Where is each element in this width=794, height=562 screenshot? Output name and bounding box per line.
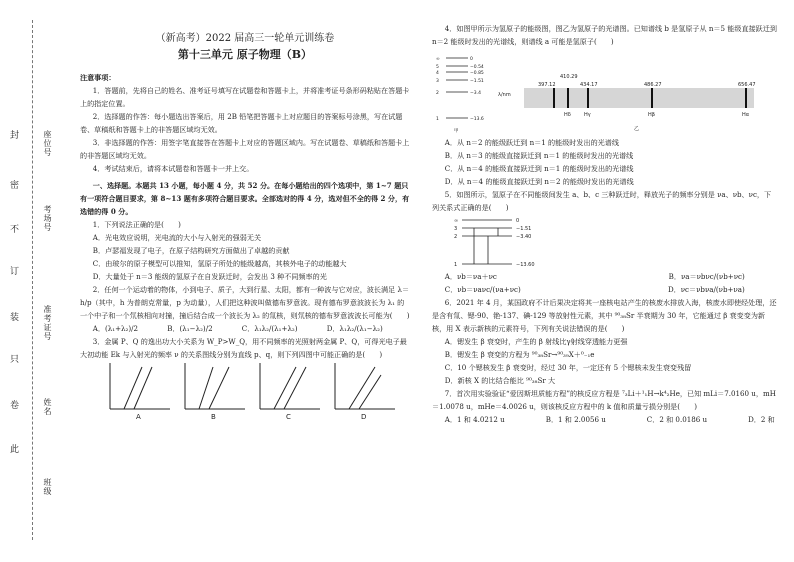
spectrum-line-label: 410.29 <box>560 74 578 80</box>
q7-stem: 7．首次用实验验证“爱因斯坦质能方程”的核反应方程是 ⁷₃Li＋¹₁H→k⁴₂He，已知 mLi＝7.0160 u，mH＝1.0078 u，mHe＝4.0026 u，则该核反应方程中的 k 值和质量亏损分别是( ) <box>432 389 776 411</box>
left-column <box>80 32 410 421</box>
level-n: 3 <box>454 226 458 232</box>
graph-label: A <box>136 413 141 421</box>
q4-option-c: C．从 n＝4 的能级直接跃迁到 n＝1 的能级时发出的光谱线 <box>444 164 634 173</box>
level-energy: −3.4 <box>470 91 481 96</box>
q5-option-d: D．νc＝νbνa/(νb+νa) <box>667 285 745 294</box>
q7-option-b: B．1 和 2.0056 u <box>545 415 606 424</box>
q4-option-b: B．从 n＝3 的能级直接跃迁到 n＝1 的能级时发出的光谱线 <box>444 151 634 160</box>
level-energy: 0 <box>516 218 520 224</box>
field-seat-number: 座位号 <box>43 130 52 157</box>
q7-options <box>432 413 775 426</box>
level-n: 1 <box>454 262 458 268</box>
q2-option-b: B．(λ₁−λ₂)/2 <box>167 324 213 333</box>
q6-option-d: D．新核 X 的比结合能比 ⁹⁰₃₈Sr 大 <box>444 376 556 385</box>
level-n: ∞ <box>436 57 440 62</box>
level-energy: −1.51 <box>470 79 484 84</box>
energy-level-diagram <box>432 52 494 134</box>
q1-option-a: A．光电效应说明，光电流的大小与入射光的强弱无关 <box>92 233 262 242</box>
level-n: 4 <box>436 71 439 76</box>
q4-option-a: A．从 n＝2 的能级跃迁到 n＝1 的能级时发出的光谱线 <box>444 138 619 147</box>
seal-line <box>32 20 33 540</box>
notice-heading: 注意事项： <box>80 73 116 82</box>
graph-a <box>110 363 170 409</box>
field-exam-room: 考场号 <box>43 205 52 232</box>
level-energy: −0.54 <box>470 65 484 70</box>
q2-stem: 2．任何一个运动着的物体，小到电子、质子，大到行星、太阳，都有一种波与它对应，波长满足 λ＝h/p（其中，h 为普朗克常量，p 为动量），人们把这种波叫做德布罗意波。现有德布罗意波波长为 λ₁ 的一个中子和一个氘核相向对撞，撞后结合成一个波长为 λ₂ 的氚核，则氘核的德布罗意波波长可能为( ) <box>80 285 410 320</box>
level-energy: −13.60 <box>516 262 535 268</box>
spectrum-line-label: 397.12 <box>538 82 556 88</box>
level-n: 2 <box>436 91 439 96</box>
right-column <box>432 22 777 426</box>
seal-mark: 装 <box>10 313 20 323</box>
q1-option-b: B．卢瑟福发现了电子，在原子结构研究方面做出了卓越的贡献 <box>92 246 290 255</box>
q7-option-c: C．2 和 0.0186 u <box>646 415 708 424</box>
q2-option-a: A．(λ₁+λ₂)/2 <box>92 324 139 333</box>
spectrum-line-name: Hβ <box>648 112 655 118</box>
exam-subtitle: 第十三单元 原子物理（B） <box>177 48 313 61</box>
spectrum-line-label: 486.27 <box>644 82 662 88</box>
q2-options <box>80 322 383 335</box>
graph-label: D <box>361 413 367 421</box>
level-energy: −13.6 <box>470 117 484 122</box>
q2-option-d: D．λ₁λ₂/(λ₁−λ₂) <box>326 324 383 333</box>
spectrum-unit: λ/nm <box>498 92 511 98</box>
spectrum-line-name: Hα <box>742 112 750 118</box>
level-energy: −1.51 <box>516 226 532 232</box>
level-n: 5 <box>436 65 439 70</box>
spectrum-line-name: Hγ <box>584 112 591 118</box>
graph-d <box>335 363 395 409</box>
level-n: 2 <box>454 234 458 240</box>
q5-option-b: B．νa＝νbνc/(νb+νc) <box>668 272 745 281</box>
q7-option-d: D．2 和 <box>748 415 775 424</box>
notice-item: 2．选择题的作答：每小题选出答案后，用 2B 铅笔把答题卡上对应题目的答案标号涂黑，写在试题卷、草稿纸和答题卡上的非答题区域均无效。 <box>80 112 403 134</box>
q4-stem: 4．如图甲所示为氢原子的能级图，图乙为氢原子的光谱图。已知谱线 b 是氢原子从 n＝5 能级直接跃迁到 n＝2 能级时发出的光谱线，则谱线 a 可能是氢原子( ) <box>432 24 777 46</box>
q5-option-c: C．νb＝νaνc/(νa+νc) <box>444 285 521 294</box>
seal-mark: 卷 <box>10 401 20 411</box>
q5-stem: 5．如图所示，氢原子在不同能级间发生 a、b、c 三种跃迁时，释放光子的频率分别是 νa、νb、νc，下列关系式正确的是( ) <box>432 190 772 212</box>
figure-caption: 乙 <box>634 126 640 132</box>
level-energy: −3.40 <box>516 234 532 240</box>
section-heading: 一、选择题。本题共 13 小题，每小题 4 分，共 52 分。在每小题给出的四个选项中，第 1~7 题只有一项符合题目要求，第 8~13 题有多项符合题目要求。全部选对的得 4 分，选对但不全的得 2 分，有选错的得 0 分。 <box>80 181 410 216</box>
level-n: 3 <box>436 79 439 84</box>
graph-c <box>260 363 320 409</box>
q1-option-d: D．大量处于 n＝3 能级的氢原子在自发跃迁时，会发出 3 种不同频率的光 <box>92 272 327 281</box>
figure-caption: 甲 <box>454 129 459 134</box>
q1-option-c: C．由玻尔的原子模型可以推知，氢原子所处的能级越高，其核外电子的动能越大 <box>92 259 347 268</box>
hydrogen-spectrum <box>494 52 769 134</box>
seal-mark: 密 <box>10 181 20 191</box>
spectrum-line-label: 656.47 <box>738 82 756 88</box>
q7-option-a: A．1 和 4.0212 u <box>444 415 505 424</box>
level-n: ∞ <box>454 218 459 224</box>
level-energy: −0.85 <box>470 71 484 76</box>
notice-item: 3．非选择题的作答：用签字笔直接答在答题卡上对应的答题区域内。写在试题卷、草稿纸和答题卡上的非答题区域均无效。 <box>80 138 410 160</box>
q2-option-c: C．λ₁λ₂/(λ₁+λ₂) <box>241 324 298 333</box>
spectrum-line-name: Hδ <box>564 112 571 118</box>
seal-mark: 封 <box>10 131 20 141</box>
q6-option-b: B．锶发生 β 衰变的方程为 ⁹⁰₃₈Sr→⁹⁰₃₉X＋⁰₋₁e <box>444 350 595 359</box>
q1-stem: 1．下列说法正确的是( ) <box>92 220 181 229</box>
seal-mark: 订 <box>10 267 20 277</box>
q6-option-c: C．10 个锶核发生 β 衰变时，经过 30 年，一定还有 5 个锶核未发生衰变残留 <box>444 363 692 372</box>
q5-level-diagram <box>432 214 552 270</box>
q6-option-a: A．锶发生 β 衰变时，产生的 β 射线比γ射线穿透能力更强 <box>444 337 628 346</box>
q4-option-d: D．从 n＝4 的能级直接跃迁到 n＝2 的能级时发出的光谱线 <box>444 177 634 186</box>
notice-item: 4．考试结束后，请将本试题卷和答题卡一并上交。 <box>92 164 254 173</box>
notice-item: 1．答题前，先将自己的姓名、准考证号填写在试题卷和答题卡上，并将准考证号条形码粘贴在答题卡上的指定位置。 <box>80 86 410 108</box>
q4-figures <box>432 52 777 134</box>
q6-stem: 6．2021 年 4 月，某国政府不计后果决定将其一座核电站产生的核废水排放入海，核废水即使经处理，还是含有氚、锶-90、铯-137、碘-129 等放射性元素，其中 ⁹⁰₃₈Sr 半衰期为 30 年，它能通过 β 衰变变为新核，用 X 表示新核的元素符号，下列有关说法错误的是( ) <box>432 298 777 333</box>
q3-stem: 3．金属 P、Q 的逸出功大小关系为 W_P>W_Q，用不同频率的光照射两金属 P、Q，可得光电子最大初动能 Ek 与入射光的频率 ν 的关系图线分别为直线 p、q，则下列四图中可能正确的是( ) <box>80 337 407 359</box>
exam-title: （新高考）2022 届高三一轮单元训练卷 <box>155 33 335 44</box>
q5-option-a: A．νb＝νa＋νc <box>444 272 497 281</box>
level-energy: 0 <box>470 57 473 62</box>
binding-margin <box>0 0 60 562</box>
field-class: 班级 <box>43 478 52 496</box>
seal-mark: 不 <box>10 225 20 235</box>
graph-label: C <box>286 413 291 421</box>
spectrum-line-label: 434.17 <box>580 82 598 88</box>
field-name: 姓名 <box>43 398 52 416</box>
seal-mark: 只 <box>10 355 20 365</box>
q3-graphs <box>80 361 410 421</box>
seal-mark: 此 <box>10 445 20 455</box>
graph-b <box>185 363 245 409</box>
graph-label: B <box>211 413 216 421</box>
field-ticket-number: 准考证号 <box>43 305 52 341</box>
level-n: 1 <box>436 117 439 122</box>
